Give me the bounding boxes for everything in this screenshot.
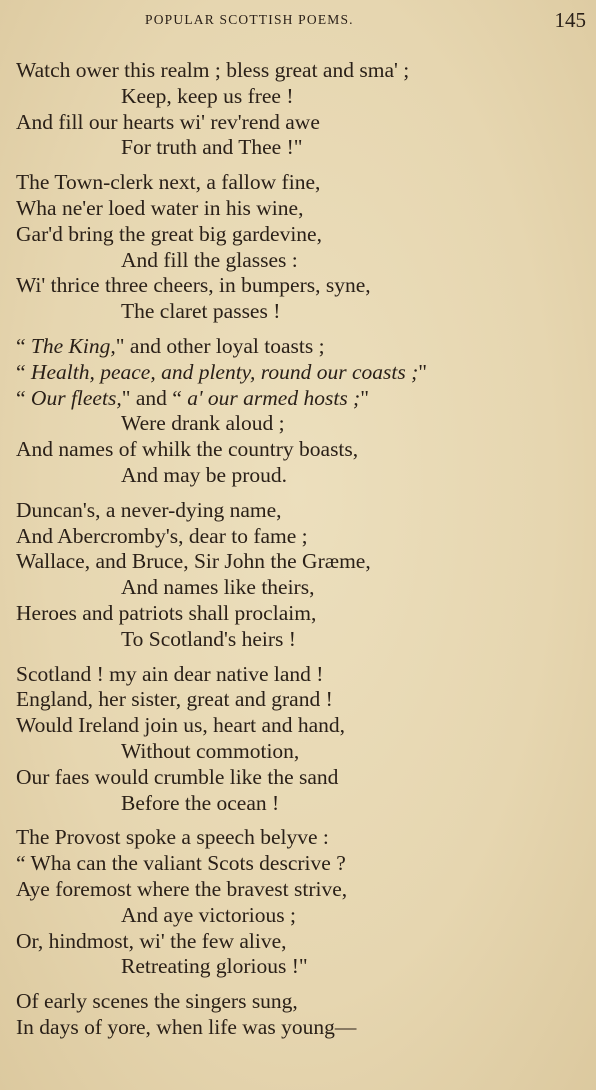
line-text: Scotland ! my ain dear native land !: [16, 661, 324, 686]
poem-line: [16, 662, 590, 688]
poem-line: [16, 877, 590, 903]
poem-line: [16, 334, 590, 360]
poem-line: [16, 299, 590, 325]
line-text: In days of yore, when life was young—: [16, 1014, 357, 1039]
poem-line: [16, 903, 590, 929]
poem-line: [16, 273, 590, 299]
italic-text: a' our armed hosts ;: [187, 385, 361, 410]
line-text: And names like theirs,: [121, 575, 315, 600]
line-text: “: [16, 359, 31, 384]
poem-line: [16, 437, 590, 463]
stanza: [16, 170, 590, 325]
running-head: POPULAR SCOTTISH POEMS.: [145, 12, 354, 27]
poem-line: [16, 135, 590, 161]
line-text: “: [16, 333, 31, 358]
italic-text: Our fleets,: [30, 385, 122, 410]
poem-line: [16, 627, 590, 653]
stanza: [16, 989, 590, 1041]
line-text: Keep, keep us free !: [121, 83, 294, 108]
poem-line: [16, 463, 590, 489]
poem-line: [16, 851, 590, 877]
line-text: For truth and Thee !": [121, 135, 303, 160]
stanza: [16, 498, 590, 653]
line-text: Watch ower this realm ; bless great and sma' ;: [16, 58, 410, 82]
line-text: And fill our hearts wi' rev'rend awe: [16, 109, 320, 134]
poem-line: [16, 524, 590, 550]
line-text: Gar'd bring the great big gardevine,: [16, 221, 322, 246]
line-text: Or, hindmost, wi' the few alive,: [16, 928, 287, 953]
poem-line: [16, 989, 590, 1015]
line-text: Wi' thrice three cheers, in bumpers, syne,: [16, 273, 371, 298]
poem-line: [16, 222, 590, 248]
line-text: Wallace, and Bruce, Sir John the Græme,: [16, 549, 371, 574]
line-text: The claret passes !: [121, 299, 281, 324]
line-text: Duncan's, a never-dying name,: [16, 497, 282, 522]
line-text: England, her sister, great and grand !: [16, 687, 333, 712]
line-text: To Scotland's heirs !: [121, 626, 296, 651]
line-text: Before the ocean !: [121, 790, 280, 815]
stanza: [16, 662, 590, 817]
line-text: And aye victorious ;: [121, 902, 296, 927]
poem-line: [16, 386, 590, 412]
line-text: And Abercromby's, dear to fame ;: [16, 523, 308, 548]
poem-line: [16, 1015, 590, 1041]
line-text: And names of whilk the country boasts,: [16, 437, 359, 462]
stanza: [16, 58, 590, 161]
stanza: [16, 334, 590, 489]
poem-body: [16, 58, 590, 1050]
line-text: Retreating glorious !": [121, 954, 308, 979]
poem-line: [16, 360, 590, 386]
poem-line: [16, 739, 590, 765]
poem-line: [16, 929, 590, 955]
poem-line: [16, 196, 590, 222]
italic-text: Health, peace, and plenty, round our coasts ;: [30, 359, 419, 384]
page-number: 145: [554, 8, 586, 32]
poem-line: [16, 411, 590, 437]
italic-text: The King,: [30, 333, 116, 358]
line-text: Aye foremost where the bravest strive,: [16, 876, 348, 901]
line-text: “: [16, 385, 31, 410]
poem-line: [16, 687, 590, 713]
poem-line: [16, 549, 590, 575]
poem-line: [16, 498, 590, 524]
line-text: And fill the glasses :: [121, 247, 298, 272]
poem-line: [16, 248, 590, 274]
line-text: Without commotion,: [121, 738, 300, 763]
line-text: And may be proud.: [121, 462, 287, 487]
line-text: The Provost spoke a speech belyve :: [16, 825, 329, 850]
poem-line: [16, 110, 590, 136]
stanza: [16, 825, 590, 980]
poem-line: [16, 58, 590, 84]
poem-line: [16, 765, 590, 791]
line-text: Heroes and patriots shall proclaim,: [16, 600, 317, 625]
poem-line: [16, 825, 590, 851]
poem-line: [16, 791, 590, 817]
line-text: ": [418, 359, 428, 384]
poem-line: [16, 954, 590, 980]
line-text: The Town-clerk next, a fallow fine,: [16, 170, 321, 195]
line-text: “ Wha can the valiant Scots descrive ?: [16, 851, 346, 876]
poem-line: [16, 713, 590, 739]
line-text: ": [360, 385, 370, 410]
line-text: " and “: [121, 385, 188, 410]
line-text: Our faes would crumble like the sand: [16, 764, 339, 789]
page-header: [0, 8, 596, 36]
line-text: Of early scenes the singers sung,: [16, 989, 298, 1014]
line-text: Wha ne'er loed water in his wine,: [16, 195, 304, 220]
poem-line: [16, 575, 590, 601]
poem-line: [16, 170, 590, 196]
line-text: Would Ireland join us, heart and hand,: [16, 713, 346, 738]
line-text: " and other loyal toasts ;: [115, 333, 325, 358]
poem-line: [16, 84, 590, 110]
poem-line: [16, 601, 590, 627]
line-text: Were drank aloud ;: [121, 411, 285, 436]
